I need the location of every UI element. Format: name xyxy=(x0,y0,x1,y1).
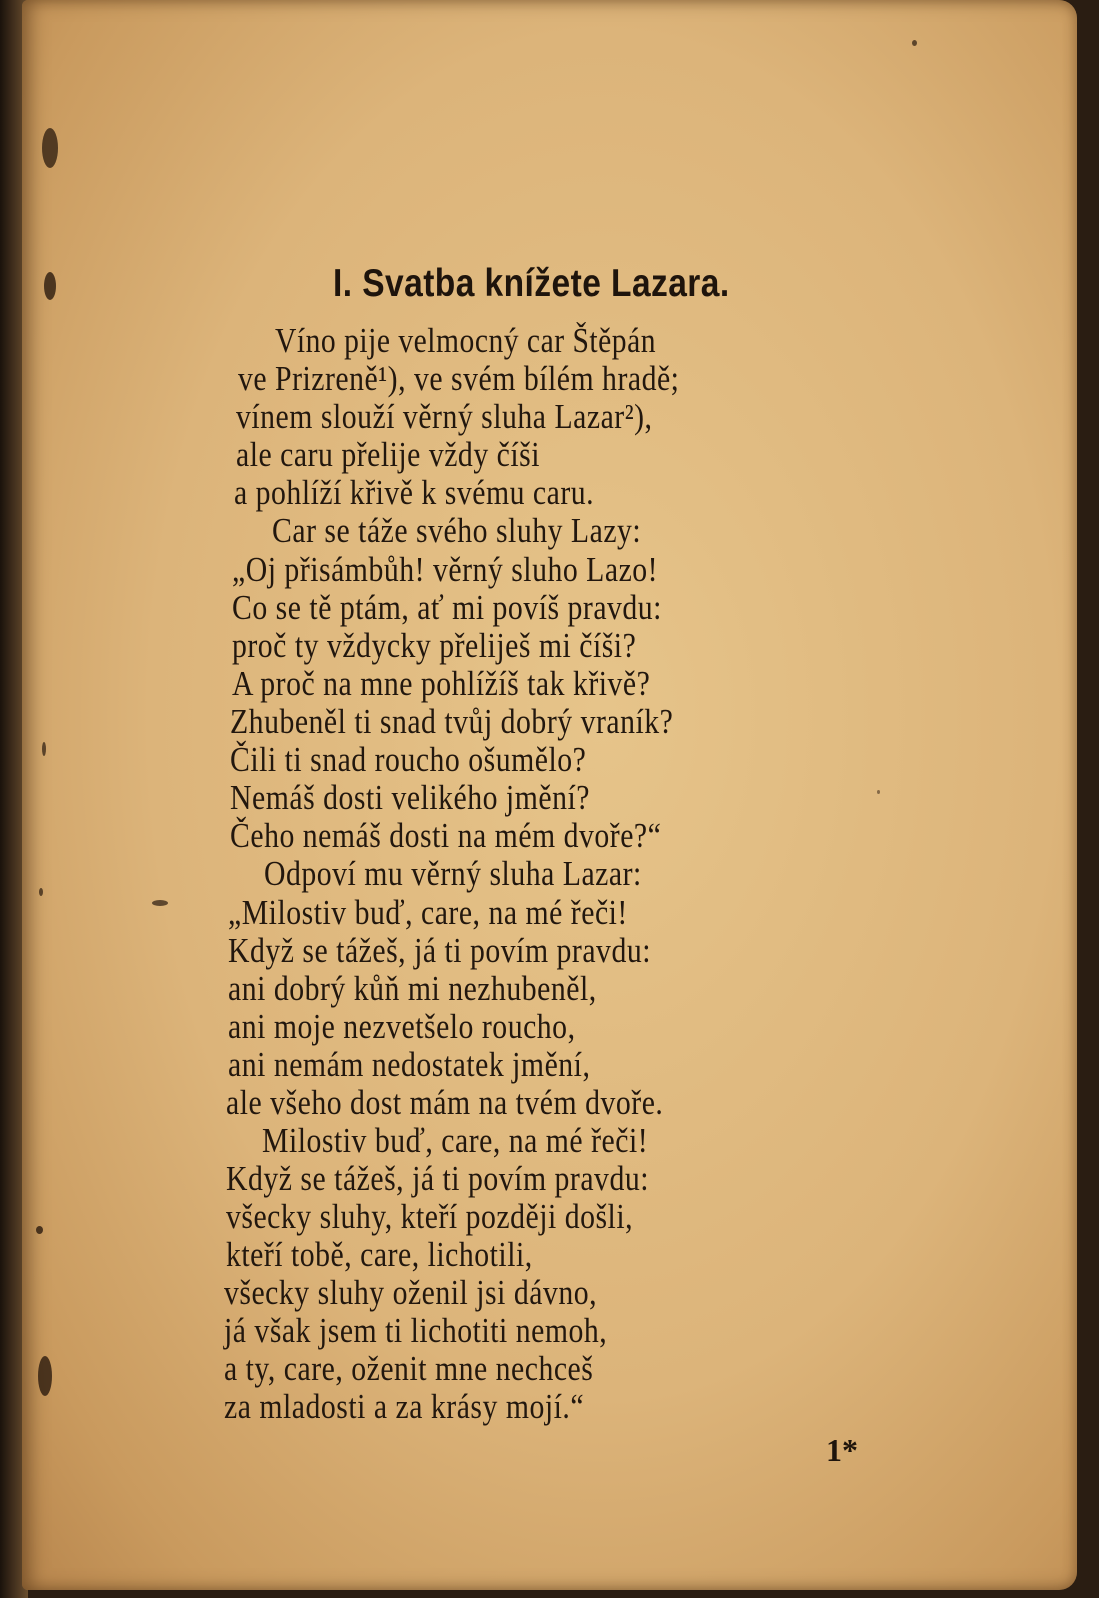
poem-line: a ty, care, oženit mne nechceš xyxy=(224,1349,594,1388)
poem-line: a pohlíží křivě k svému caru. xyxy=(234,473,595,512)
poem-line: Víno pije velmocný car Štěpán xyxy=(275,321,657,360)
ink-speck xyxy=(42,742,46,756)
poem-line: „Milostiv buď, care, na mé řeči! xyxy=(228,893,628,932)
poem-line: Čeho nemáš dosti na mém dvoře?“ xyxy=(230,816,662,855)
poem-line: ani nemám nedostatek jmění, xyxy=(228,1045,591,1084)
poem-line: za mladosti a za krásy mojí.“ xyxy=(224,1387,585,1426)
poem-line: všecky sluhy, kteří později došli, xyxy=(226,1197,634,1236)
poem-line: všecky sluhy oženil jsi dávno, xyxy=(224,1273,598,1312)
poem-line: A proč na mne pohlížíš tak křivě? xyxy=(232,664,651,703)
ink-speck xyxy=(39,888,43,896)
poem-line: Car se táže svého sluhy Lazy: xyxy=(272,511,642,550)
poem-line: ale caru přelije vždy číši xyxy=(236,435,541,474)
poem-line: Milostiv buď, care, na mé řeči! xyxy=(262,1121,649,1160)
poem-line: vínem slouží věrný sluha Lazar²), xyxy=(236,397,653,436)
poem-line: „Oj přisámbůh! věrný sluho Lazo! xyxy=(232,550,659,589)
poem-line: Odpoví mu věrný sluha Lazar: xyxy=(264,854,642,893)
ink-speck xyxy=(912,40,917,46)
chapter-title: I. Svatba knížete Lazara. xyxy=(333,262,730,305)
poem-line: já však jsem ti lichotiti nemoh, xyxy=(224,1311,608,1350)
poem-line: ani dobrý kůň mi nezhubeněl, xyxy=(228,969,597,1008)
ink-speck xyxy=(42,128,58,168)
poem-line: ale všeho dost mám na tvém dvoře. xyxy=(226,1083,664,1122)
ink-speck xyxy=(38,1356,52,1396)
poem-line: proč ty vždycky přeliješ mi číši? xyxy=(232,626,637,665)
poem-line: Nemáš dosti velikého jmění? xyxy=(230,778,590,817)
ink-speck xyxy=(36,1226,43,1234)
poem-line: Zhubeněl ti snad tvůj dobrý vraník? xyxy=(230,702,674,741)
poem-line: Čili ti snad roucho ošumělo? xyxy=(230,740,587,779)
poem-line: ani moje nezvetšelo roucho, xyxy=(228,1007,576,1046)
ink-speck xyxy=(152,900,168,906)
poem-line: Když se tážeš, já ti povím pravdu: xyxy=(228,931,651,970)
ink-speck xyxy=(877,790,880,794)
page-number: 1* xyxy=(826,1432,858,1468)
poem-line: ve Prizreně¹), ve svém bílém hradě; xyxy=(238,359,680,398)
poem-line: Co se tě ptám, ať mi povíš pravdu: xyxy=(232,588,662,627)
ink-speck xyxy=(44,272,56,300)
poem-line: kteří tobě, care, lichotili, xyxy=(226,1235,533,1274)
poem-line: Když se tážeš, já ti povím pravdu: xyxy=(226,1159,649,1198)
